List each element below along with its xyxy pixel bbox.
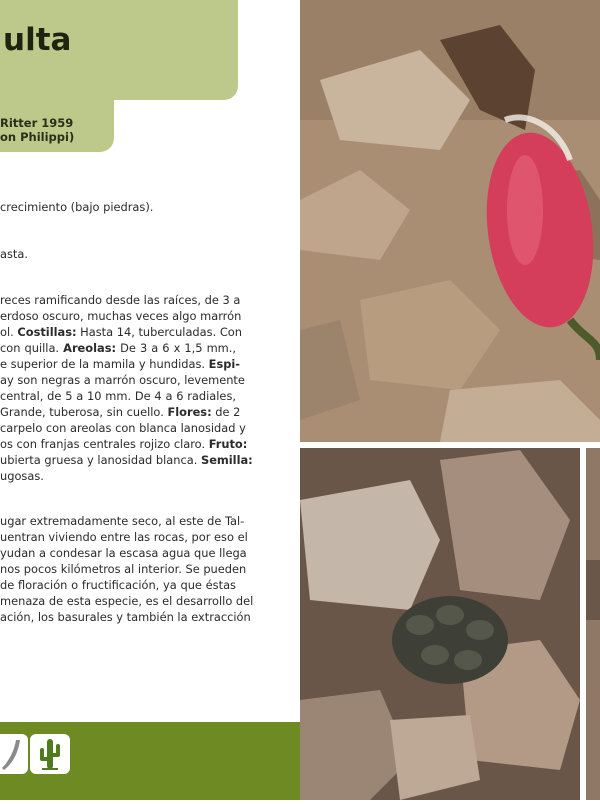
plant-silhouette-icon: [0, 732, 30, 776]
fruit-photo: [300, 0, 600, 442]
cactus-icon: [28, 732, 72, 776]
body-line: ugar extremadamente seco, al este de Tal-: [0, 514, 245, 528]
author-line-2: on Philippi): [0, 130, 75, 144]
body-line: os con franjas centrales rojizo claro. Fruto:: [0, 437, 248, 451]
body-line: reces ramificando desde las raíces, de 3 a: [0, 293, 241, 307]
body-line: Grande, tuberosa, sin cuello. Flores: de 2: [0, 405, 241, 419]
cactus-photo: [300, 448, 580, 800]
body-line: yudan a condesar la escasa agua que llega: [0, 546, 247, 560]
author-line-1: Ritter 1959: [0, 116, 74, 130]
body-line: nos pocos kilómetros al interior. Se pueden: [0, 562, 247, 576]
photo-column: [300, 0, 600, 800]
body-line: ubierta gruesa y lanosidad blanca. Semilla:: [0, 453, 253, 467]
body-line: ugosas.: [0, 469, 44, 483]
body-line: ay son negras a marrón oscuro, levemente: [0, 373, 245, 387]
body-line: con quilla. Areolas: De 3 a 6 x 1,5 mm.,: [0, 341, 236, 355]
body-line: crecimiento (bajo piedras).: [0, 200, 154, 214]
text-column: [0, 0, 300, 800]
body-line: asta.: [0, 247, 28, 261]
body-line: uentran viviendo entre las rocas, por eso el: [0, 530, 248, 544]
body-line: e superior de la mamila y hundidas. Espi-: [0, 357, 241, 371]
body-line: erdoso oscuro, muchas veces algo marrón: [0, 309, 242, 323]
body-line: central, de 5 a 10 mm. De 4 a 6 radiales,: [0, 389, 236, 403]
body-line: ol. Costillas: Hasta 14, tuberculadas. Con: [0, 325, 242, 339]
body-line: carpelo con areolas con blanca lanosidad y: [0, 421, 246, 435]
body-line: ación, los basurales y también la extracción: [0, 610, 251, 624]
body-line: menaza de esta especie, es el desarrollo del: [0, 594, 254, 608]
title-band: [0, 0, 238, 100]
body-line: de floración o fructificación, ya que éstas: [0, 578, 236, 592]
partial-photo: [586, 448, 600, 800]
species-title: ulta: [3, 22, 72, 58]
